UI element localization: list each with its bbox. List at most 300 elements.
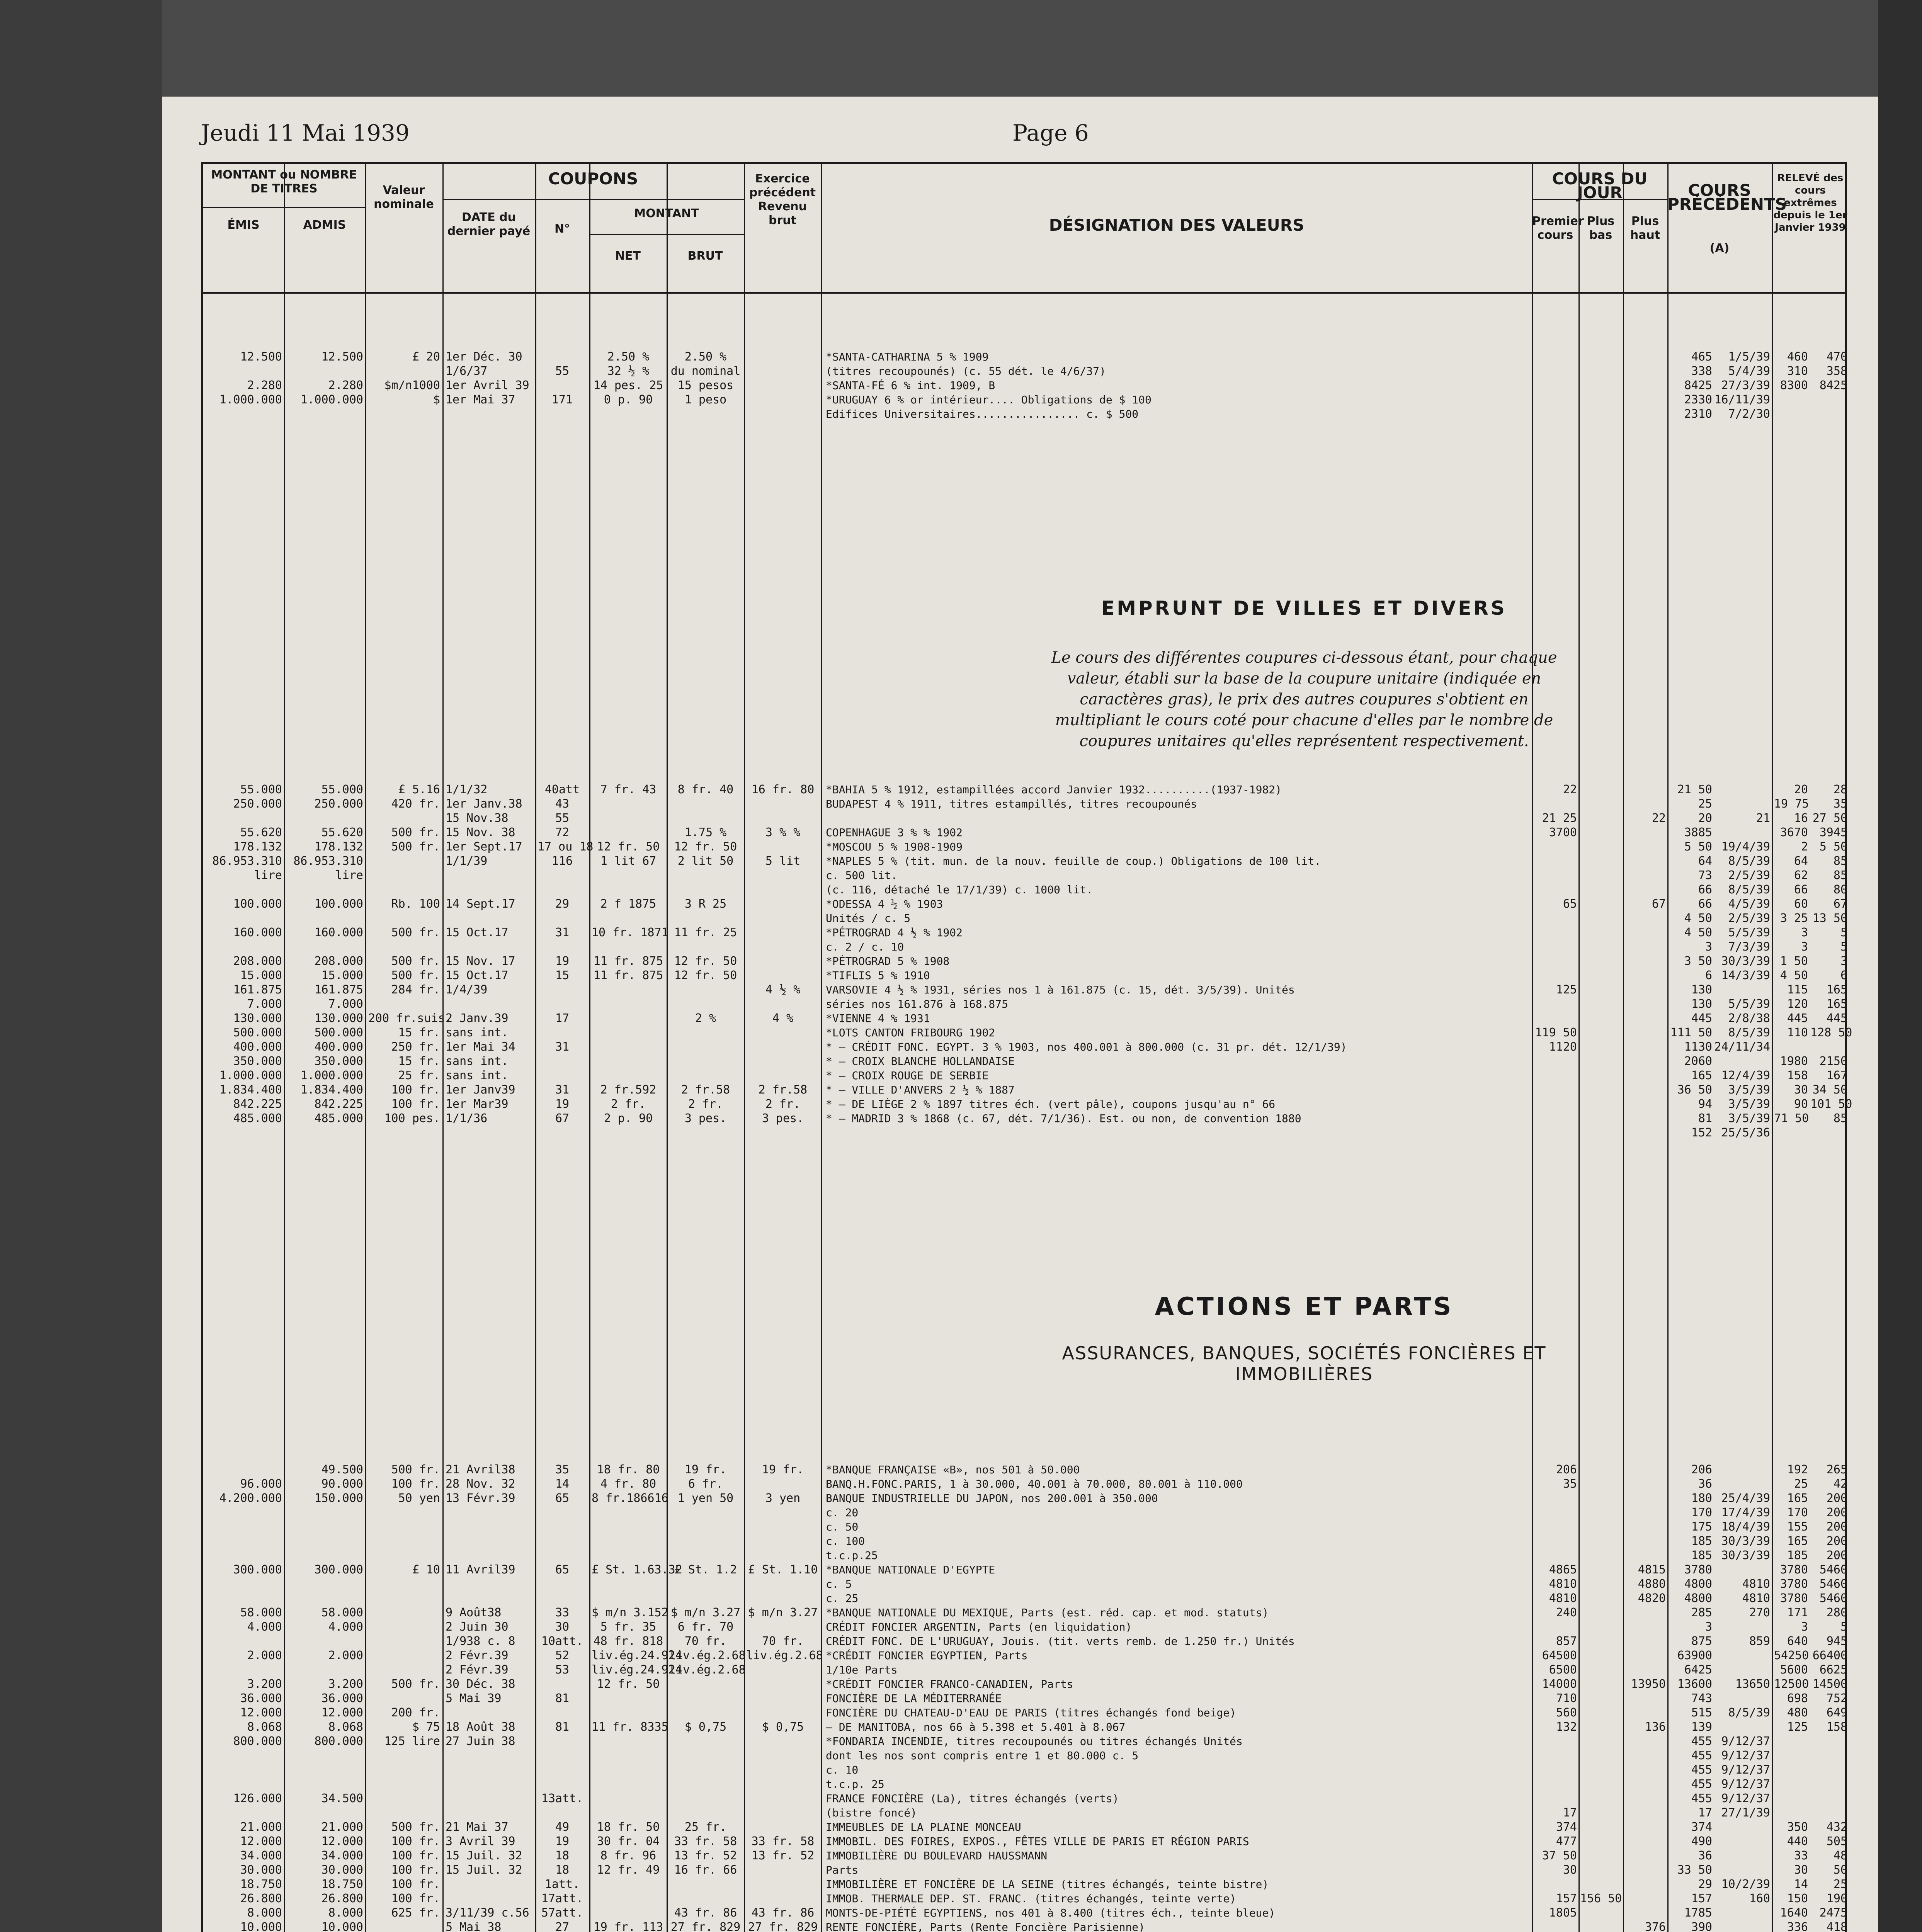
cell-val: 500 fr. xyxy=(391,1463,440,1476)
cell-prec: 6 xyxy=(1705,969,1712,982)
cell-no: 18 xyxy=(555,1849,570,1862)
cell-exo: £ St. 1.10 xyxy=(748,1563,818,1577)
cell-val: 100 fr. xyxy=(391,1835,440,1848)
cell-lo: 1640 xyxy=(1780,1906,1808,1920)
cell-no: 57att. xyxy=(541,1906,583,1920)
cell-date: 1er Déc. 30 xyxy=(446,350,522,364)
cell-net: 5 fr. 35 xyxy=(600,1620,657,1634)
table-row xyxy=(203,1863,1849,1877)
cell-hi: 5 xyxy=(1840,926,1847,939)
cell-pc: 206 xyxy=(1556,1463,1577,1476)
cell-val: 100 fr. xyxy=(391,1477,440,1491)
cell-lo: 185 xyxy=(1787,1549,1808,1562)
cell-admis: 485.000 xyxy=(314,1112,363,1125)
cell-val: 500 fr. xyxy=(391,926,440,939)
cell-pc: 65 xyxy=(1563,897,1577,911)
cell-emis: 300.000 xyxy=(233,1563,282,1577)
cell-prec: 170 xyxy=(1691,1506,1712,1519)
cell-admis: 400.000 xyxy=(314,1040,363,1054)
cell-prec: 4800 xyxy=(1684,1592,1712,1605)
cell-emis: 8.000 xyxy=(247,1906,282,1920)
cell-des: (c. 116, détaché le 17/1/39) c. 1000 lit. xyxy=(826,883,1093,896)
cell-pd: 9/12/37 xyxy=(1721,1777,1770,1791)
cell-emis: 160.000 xyxy=(233,926,282,939)
table-row xyxy=(203,1806,1849,1820)
cell-brut: 12 fr. 50 xyxy=(674,954,737,968)
cell-des: t.c.p. 25 xyxy=(826,1778,884,1791)
cell-no: 55 xyxy=(555,811,570,825)
cell-lo: 64 xyxy=(1794,854,1808,868)
cell-lo: 3780 xyxy=(1780,1563,1808,1577)
cell-date: 1/1/32 xyxy=(446,783,488,796)
cell-pc: 857 xyxy=(1556,1634,1577,1648)
cell-pd: 13650 xyxy=(1735,1677,1770,1691)
cell-lo: 165 xyxy=(1787,1534,1808,1548)
table-row xyxy=(203,911,1849,925)
cell-ph: 4815 xyxy=(1638,1563,1666,1577)
cell-prec: 66 xyxy=(1698,883,1712,896)
cell-val: 125 lire xyxy=(384,1735,440,1748)
cell-admis: 4.000 xyxy=(328,1620,363,1634)
running-head xyxy=(201,112,1839,155)
cell-des: *ODESSA 4 ½ % 1903 xyxy=(826,898,943,910)
cell-des: *NAPLES 5 % (tit. mun. de la nouv. feuille de coup.) Obligations de 100 lit. xyxy=(826,855,1321,867)
cell-pc: 30 xyxy=(1563,1863,1577,1877)
table-row xyxy=(203,782,1849,797)
col-head-plus-haut: Plus haut xyxy=(1630,214,1660,242)
cell-pd: 10/2/39 xyxy=(1721,1878,1770,1891)
cell-emis: 485.000 xyxy=(233,1112,282,1125)
cell-lo: 71 50 xyxy=(1774,1112,1809,1125)
section-title-actions: ACTIONS ET PARTS xyxy=(1155,1293,1454,1321)
cell-date: 15 Nov.38 xyxy=(446,811,509,825)
cell-brut: 1 yen 50 xyxy=(677,1492,734,1505)
cell-emis: 18.750 xyxy=(240,1878,282,1891)
cell-prec: 3 50 xyxy=(1684,954,1712,968)
table-row xyxy=(203,1068,1849,1083)
table-row xyxy=(203,1605,1849,1620)
cell-prec: 33 50 xyxy=(1677,1863,1712,1877)
cell-date: 15 Juil. 32 xyxy=(446,1863,522,1877)
cell-date: sans int. xyxy=(446,1054,509,1068)
table-row xyxy=(203,797,1849,811)
cell-no: 49 xyxy=(555,1820,570,1834)
cell-emis: 500.000 xyxy=(233,1026,282,1039)
cell-prec: 2060 xyxy=(1684,1054,1712,1068)
cell-pc: 1120 xyxy=(1549,1040,1577,1054)
cell-no: 43 xyxy=(555,797,570,811)
cell-val: 500 fr. xyxy=(391,969,440,982)
cell-admis: 49.500 xyxy=(321,1463,363,1476)
cell-prec: 36 50 xyxy=(1677,1083,1712,1097)
cell-emis: 7.000 xyxy=(247,997,282,1011)
cell-admis: 500.000 xyxy=(314,1026,363,1039)
cell-admis: 2.280 xyxy=(328,379,363,392)
cell-lo: 336 xyxy=(1787,1920,1808,1932)
cell-prec: 3780 xyxy=(1684,1563,1712,1577)
cell-no: 13att. xyxy=(541,1792,583,1805)
cell-prec: 6425 xyxy=(1684,1663,1712,1677)
cell-net: 1 lit 67 xyxy=(600,854,657,868)
cell-lo: 192 xyxy=(1787,1463,1808,1476)
cell-exo: 2 fr.58 xyxy=(758,1083,808,1097)
col-head-date: DATE du dernier payé xyxy=(447,211,531,238)
table-row xyxy=(203,1834,1849,1849)
cell-no: 17att. xyxy=(541,1892,583,1905)
cell-no: 18 xyxy=(555,1863,570,1877)
cell-pd: 21 xyxy=(1756,811,1770,825)
cell-date: 2 Janv.39 xyxy=(446,1012,509,1025)
cell-prec: 152 xyxy=(1691,1126,1712,1139)
cell-net: 12 fr. 50 xyxy=(597,840,660,854)
cell-date: 5 Mai 38 xyxy=(446,1920,502,1932)
cell-net: 12 fr. 50 xyxy=(597,1677,660,1691)
cell-admis: 34.500 xyxy=(321,1792,363,1805)
cell-ph: 4820 xyxy=(1638,1592,1666,1605)
cell-lo: 120 xyxy=(1787,997,1808,1011)
cell-admis: lire xyxy=(335,869,363,882)
cell-exo: 4 % xyxy=(772,1012,794,1025)
cell-pc: 119 50 xyxy=(1535,1026,1577,1039)
cell-hi: 752 xyxy=(1826,1692,1847,1705)
cell-ph: 4880 xyxy=(1638,1577,1666,1591)
cell-date: 15 Nov. 17 xyxy=(446,954,515,968)
cell-lo: 20 xyxy=(1794,783,1808,796)
cell-prec: 743 xyxy=(1691,1692,1712,1705)
cell-lo: 310 xyxy=(1787,364,1808,378)
cell-val: 100 fr. xyxy=(391,1892,440,1905)
table-row xyxy=(203,1820,1849,1834)
cell-admis: 12.000 xyxy=(321,1706,363,1719)
cell-brut: 2.50 % xyxy=(684,350,727,364)
cell-lo: 350 xyxy=(1787,1820,1808,1834)
cell-des: Parts xyxy=(826,1864,859,1876)
cell-date: sans int. xyxy=(446,1069,509,1082)
cell-emis: 58.000 xyxy=(240,1606,282,1619)
cell-emis: 2.000 xyxy=(247,1649,282,1662)
cell-emis: 86.953.310 xyxy=(212,854,282,868)
cell-emis: 208.000 xyxy=(233,954,282,968)
table-row xyxy=(203,1791,1849,1806)
cell-lo: 30 xyxy=(1794,1863,1808,1877)
cell-net: 8 fr. 96 xyxy=(600,1849,657,1862)
cell-val: 100 fr. xyxy=(391,1863,440,1877)
cell-hi: 190 xyxy=(1826,1892,1847,1905)
cell-date: 28 Nov. 32 xyxy=(446,1477,515,1491)
table-row xyxy=(203,1706,1849,1720)
cell-hi: 5460 xyxy=(1819,1592,1847,1605)
cell-brut: 2 fr.58 xyxy=(681,1083,730,1097)
cell-prec: 455 xyxy=(1691,1763,1712,1777)
col-head-precedents-a: (A) xyxy=(1709,242,1730,255)
cell-emis: 10.000 xyxy=(240,1920,282,1932)
cell-pd: 5/5/39 xyxy=(1728,926,1770,939)
newspaper-page xyxy=(162,97,1878,1932)
cell-val: £ 5.16 xyxy=(398,783,440,796)
cell-admis: 30.000 xyxy=(321,1863,363,1877)
cell-hi: 13 50 xyxy=(1812,912,1847,925)
cell-des: VARSOVIE 4 ½ % 1931, séries nos 1 à 161.875 (c. 15, dét. 3/5/39). Unités xyxy=(826,983,1295,996)
cell-des: IMMEUBLES DE LA PLAINE MONCEAU xyxy=(826,1821,1021,1833)
col-head-admis: ADMIS xyxy=(303,218,346,232)
table-row xyxy=(203,1920,1849,1932)
cell-pc: 35 xyxy=(1563,1477,1577,1491)
cell-brut: 8 fr. 40 xyxy=(677,783,734,796)
cell-hi: 470 xyxy=(1826,350,1847,364)
cell-pd: 160 xyxy=(1749,1892,1770,1905)
cell-hi: 165 xyxy=(1826,983,1847,997)
cell-no: 15 xyxy=(555,969,570,982)
cell-emis: 12.000 xyxy=(240,1706,282,1719)
cell-admis: 15.000 xyxy=(321,969,363,982)
table-row xyxy=(203,350,1849,364)
cell-brut: 70 fr. xyxy=(684,1634,727,1648)
cell-date: 1er Mai 37 xyxy=(446,393,515,406)
cell-emis: lire xyxy=(254,869,282,882)
cell-exo: 16 fr. 80 xyxy=(751,783,815,796)
cell-pd: 270 xyxy=(1749,1606,1770,1619)
cell-val: 420 fr. xyxy=(391,797,440,811)
cell-hi: 158 xyxy=(1826,1720,1847,1734)
cell-lo: 33 xyxy=(1794,1849,1808,1862)
cell-no: 19 xyxy=(555,954,570,968)
cell-net: liv.ég.24.924 xyxy=(592,1649,682,1662)
cell-val: $ xyxy=(433,393,440,406)
table-row xyxy=(203,393,1849,407)
cell-emis: 30.000 xyxy=(240,1863,282,1877)
cell-des: c. 2 / c. 10 xyxy=(826,940,904,953)
cell-val: 50 yen xyxy=(398,1492,440,1505)
table-row xyxy=(203,811,1849,825)
cell-pc: 4810 xyxy=(1549,1577,1577,1591)
cell-lo: 445 xyxy=(1787,1012,1808,1025)
section-sub-actions: ASSURANCES, BANQUES, SOCIÉTÉS FONCIÈRES ET IMMOBILIÈRES xyxy=(1062,1343,1546,1384)
cell-val: 500 fr. xyxy=(391,826,440,839)
cell-net: 32 ½ % xyxy=(607,364,650,378)
cell-lo: 4 50 xyxy=(1780,969,1808,982)
cell-lo: 170 xyxy=(1787,1506,1808,1519)
cell-net: 2.50 % xyxy=(607,350,650,364)
cell-des: *BANQUE FRANÇAISE «B», nos 501 à 50.000 xyxy=(826,1463,1080,1476)
cell-des: *URUGUAY 6 % or intérieur.... Obligations de $ 100 xyxy=(826,393,1151,406)
cell-hi: 14500 xyxy=(1812,1677,1847,1691)
table-row xyxy=(203,1849,1849,1863)
cell-emis: 3.200 xyxy=(247,1677,282,1691)
cell-lo: 150 xyxy=(1787,1892,1808,1905)
cell-no: 31 xyxy=(555,1083,570,1097)
cell-pd: 24/11/34 xyxy=(1714,1040,1770,1054)
cell-lo: 155 xyxy=(1787,1520,1808,1534)
cell-emis: 55.000 xyxy=(240,783,282,796)
col-head-brut: BRUT xyxy=(687,249,723,263)
cell-prec: 3885 xyxy=(1684,826,1712,839)
header-bottom-rule xyxy=(203,292,1845,294)
cell-hi: 280 xyxy=(1826,1606,1847,1619)
cell-brut: 12 fr. 50 xyxy=(674,840,737,854)
cell-hi: 200 xyxy=(1826,1506,1847,1519)
cell-emis: 36.000 xyxy=(240,1692,282,1705)
cell-des: *LOTS CANTON FRIBOURG 1902 xyxy=(826,1026,995,1039)
cell-exo: 13 fr. 52 xyxy=(751,1849,815,1862)
table-row xyxy=(203,1663,1849,1677)
cell-pd: 2/5/39 xyxy=(1728,912,1770,925)
cell-hi: 34 50 xyxy=(1812,1083,1847,1097)
cell-lo: 480 xyxy=(1787,1706,1808,1719)
cell-des: c. 50 xyxy=(826,1520,859,1533)
cell-val: 100 fr. xyxy=(391,1083,440,1097)
cell-des: *CRÉDIT FONCIER EGYPTIEN, Parts xyxy=(826,1649,1028,1662)
col-head-designation: DÉSIGNATION DES VALEURS xyxy=(1049,216,1305,235)
cell-hi: 50 xyxy=(1833,1863,1847,1877)
cell-exo: 4 ½ % xyxy=(765,983,801,997)
cell-prec: 111 50 xyxy=(1670,1026,1712,1039)
cell-pd: 5/5/39 xyxy=(1728,997,1770,1011)
cell-val: 284 fr. xyxy=(391,983,440,997)
cell-admis: 100.000 xyxy=(314,897,363,911)
cell-pd: 16/11/39 xyxy=(1714,393,1770,406)
cell-hi: 200 xyxy=(1826,1534,1847,1548)
cell-emis: 1.834.400 xyxy=(219,1083,282,1097)
cell-brut: 19 fr. xyxy=(684,1463,727,1476)
cell-pc: 4810 xyxy=(1549,1592,1577,1605)
cell-date: 1/1/39 xyxy=(446,854,488,868)
cell-pd: 2/5/39 xyxy=(1728,869,1770,882)
table-row xyxy=(203,1577,1849,1591)
cell-net: 18 fr. 50 xyxy=(597,1820,660,1834)
cell-pd: 4/5/39 xyxy=(1728,897,1770,911)
cell-no: 27 xyxy=(555,1920,570,1932)
table-row xyxy=(203,925,1849,940)
cell-hi: 432 xyxy=(1826,1820,1847,1834)
cell-date: 1er Janv.38 xyxy=(446,797,522,811)
cell-prec: 36 xyxy=(1698,1849,1712,1862)
cell-val: 200 fr. xyxy=(391,1706,440,1719)
cell-pd: 8/5/39 xyxy=(1728,1026,1770,1039)
cell-val: 500 fr. xyxy=(391,840,440,854)
cell-prec: 374 xyxy=(1691,1820,1712,1834)
cell-prec: 165 xyxy=(1691,1069,1712,1082)
cell-emis: 4.200.000 xyxy=(219,1492,282,1505)
cell-date: 2 Févr.39 xyxy=(446,1663,509,1677)
cell-pd: 3/5/39 xyxy=(1728,1112,1770,1125)
col-head-releve: RELEVÉ des cours extrêmes depuis le 1er Janvier 1939 xyxy=(1773,172,1847,233)
cell-admis: 1.000.000 xyxy=(300,1069,363,1082)
cell-prec: 175 xyxy=(1691,1520,1712,1534)
cell-val: 250 fr. xyxy=(391,1040,440,1054)
cell-lo: 90 xyxy=(1794,1097,1808,1111)
cell-pd: 19/4/39 xyxy=(1721,840,1770,854)
cell-date: 1/938 c. 8 xyxy=(446,1634,515,1648)
cell-admis: 800.000 xyxy=(314,1735,363,1748)
cell-prec: 1785 xyxy=(1684,1906,1712,1920)
cell-admis: 130.000 xyxy=(314,1012,363,1025)
cell-no: 17 xyxy=(555,1012,570,1025)
cell-admis: 55.000 xyxy=(321,783,363,796)
table-row xyxy=(203,1891,1849,1906)
cell-lo: 3780 xyxy=(1780,1592,1808,1605)
cell-hi: 27 50 xyxy=(1812,811,1847,825)
cell-prec: 2310 xyxy=(1684,407,1712,421)
quotation-table xyxy=(201,162,1852,1932)
cell-date: 21 Avril38 xyxy=(446,1463,515,1476)
cell-prec: 445 xyxy=(1691,1012,1712,1025)
cell-des: c. 10 xyxy=(826,1764,859,1776)
table-row xyxy=(203,1877,1849,1891)
cell-no: 35 xyxy=(555,1463,570,1476)
cell-date: 1/4/39 xyxy=(446,983,488,997)
table-row xyxy=(203,1463,1849,1477)
cell-pd: 25/4/39 xyxy=(1721,1492,1770,1505)
cell-hi: 649 xyxy=(1826,1706,1847,1719)
cell-ph: 13950 xyxy=(1631,1677,1666,1691)
cell-exo: 3 pes. xyxy=(762,1112,804,1125)
cell-date: 30 Déc. 38 xyxy=(446,1677,515,1691)
cell-net: $ m/n 3.152 xyxy=(592,1606,668,1619)
table-row xyxy=(203,1677,1849,1691)
cell-pd: 17/4/39 xyxy=(1721,1506,1770,1519)
cell-brut: $ m/n 3.27 xyxy=(670,1606,741,1619)
cell-date: 15 Nov. 38 xyxy=(446,826,515,839)
cell-exo: 3 yen xyxy=(765,1492,801,1505)
cell-hi: 200 xyxy=(1826,1549,1847,1562)
cell-brut: liv.ég.2.68 xyxy=(669,1649,746,1662)
cell-des: *BANQUE NATIONALE D'EGYPTE xyxy=(826,1563,995,1576)
cell-net: £ St. 1.63.32 xyxy=(592,1563,682,1577)
cell-prec: 13600 xyxy=(1677,1677,1712,1691)
table-row xyxy=(203,1505,1849,1520)
cell-brut: 2 % xyxy=(695,1012,716,1025)
cell-des: * — CRÉDIT FONC. EGYPT. 3 % 1903, nos 400.001 à 800.000 (c. 31 pr. dét. 12/1/39) xyxy=(826,1041,1347,1053)
cell-date: 15 Oct.17 xyxy=(446,926,509,939)
cell-prec: 8425 xyxy=(1684,379,1712,392)
cell-pd: 4810 xyxy=(1742,1592,1770,1605)
cell-date: 15 Juil. 32 xyxy=(446,1849,522,1862)
page-date: Jeudi 11 Mai 1939 xyxy=(201,120,410,146)
cell-prec: 455 xyxy=(1691,1792,1712,1805)
cell-no: 1att. xyxy=(544,1878,580,1891)
cell-hi: 445 xyxy=(1826,1012,1847,1025)
col-head-plus-bas: Plus bas xyxy=(1587,214,1615,242)
cell-emis: 350.000 xyxy=(233,1054,282,1068)
cell-brut: 13 fr. 52 xyxy=(674,1849,737,1862)
cell-val: 100 fr. xyxy=(391,1878,440,1891)
cell-lo: 25 xyxy=(1794,1477,1808,1491)
cell-brut: 2 fr. xyxy=(688,1097,723,1111)
cell-date: 1er Mar39 xyxy=(446,1097,509,1111)
cell-no: 116 xyxy=(551,854,573,868)
cell-prec: 20 xyxy=(1698,811,1712,825)
cell-prec: 5 50 xyxy=(1684,840,1712,854)
cell-prec: 157 xyxy=(1691,1892,1712,1905)
cell-admis: 208.000 xyxy=(314,954,363,968)
cell-hi: 200 xyxy=(1826,1492,1847,1505)
cell-prec: 81 xyxy=(1698,1112,1712,1125)
cell-pc: 132 xyxy=(1556,1720,1577,1734)
cell-des: *MOSCOU 5 % 1908-1909 xyxy=(826,840,963,853)
cell-lo: 14 xyxy=(1794,1878,1808,1891)
cell-lo: 66 xyxy=(1794,883,1808,896)
cell-emis: 1.000.000 xyxy=(219,393,282,406)
table-row xyxy=(203,854,1849,868)
cell-pc: 477 xyxy=(1556,1835,1577,1848)
cell-des: CRÉDIT FONC. DE L'URUGUAY, Jouis. (tit. verts remb. de 1.250 fr.) Unités xyxy=(826,1635,1295,1648)
cell-admis: 7.000 xyxy=(328,997,363,1011)
cell-date: 1er Sept.17 xyxy=(446,840,522,854)
cell-hi: 85 xyxy=(1833,869,1847,882)
cell-lo: 158 xyxy=(1787,1069,1808,1082)
cell-brut: 1 peso xyxy=(684,393,727,406)
cell-des: *CRÉDIT FONCIER FRANCO-CANADIEN, Parts xyxy=(826,1678,1073,1690)
